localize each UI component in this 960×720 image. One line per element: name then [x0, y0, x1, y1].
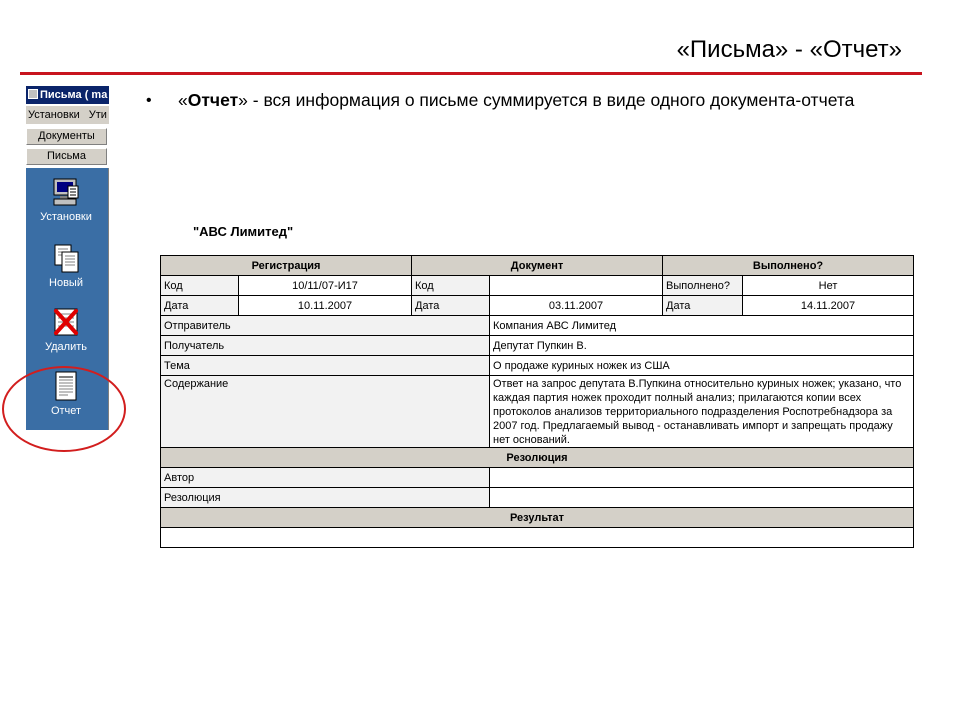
- doc-date-value: 03.11.2007: [490, 296, 663, 316]
- slide-title: «Письма» - «Отчет»: [676, 36, 902, 63]
- tool-delete-label: Удалить: [45, 341, 87, 353]
- reg-code-value: 10/11/07-И17: [239, 276, 412, 296]
- app-window-title: Письма ( ma: [40, 89, 108, 101]
- content-label: Содержание: [161, 376, 490, 448]
- table-row: [161, 528, 914, 548]
- table-row: [161, 256, 914, 276]
- tool-delete[interactable]: [26, 306, 106, 353]
- tool-settings-label: Установки: [40, 211, 92, 223]
- resolution-header: Резолюция: [161, 448, 914, 468]
- table-row: [161, 316, 914, 336]
- menu-utilities[interactable]: Ути: [88, 109, 107, 121]
- done-date-value: 14.11.2007: [743, 296, 914, 316]
- letters-button[interactable]: Письма: [26, 148, 107, 165]
- section-registration-header: Регистрация: [161, 256, 412, 276]
- tool-settings[interactable]: [26, 176, 106, 223]
- subject-label: Тема: [161, 356, 490, 376]
- tool-new-label: Новый: [49, 277, 83, 289]
- new-document-icon: [50, 242, 82, 274]
- settings-computer-icon: [50, 176, 82, 208]
- bullet-text: [178, 89, 858, 112]
- bullet-prefix: «: [178, 90, 188, 110]
- recipient-value: Депутат Пупкин В.: [490, 336, 914, 356]
- sender-value: Компания АВС Лимитед: [490, 316, 914, 336]
- table-row: [161, 468, 914, 488]
- tool-report-label: Отчет: [50, 405, 82, 417]
- table-row: [161, 356, 914, 376]
- reg-date-label: Дата: [161, 296, 239, 316]
- app-menubar: [26, 106, 109, 124]
- report-highlight-circle: [2, 366, 126, 452]
- report-company-name: "АВС Лимитед": [193, 224, 294, 239]
- sender-label: Отправитель: [161, 316, 490, 336]
- doc-code-value: [490, 276, 663, 296]
- content-value: Ответ на запрос депутата В.Пупкина относительно куриных ножек; указано, что каждая партия ножек проходит полный анализ; прилагаются копии всех протоколов анализов территориального подразделения Роспотребнадзора за 2007 год. Предлагаемый вывод - останавливать импорт и запрещать продажу нет оснований.: [490, 376, 914, 448]
- tool-new[interactable]: [26, 242, 106, 289]
- table-row: [161, 336, 914, 356]
- section-completed-header: Выполнено?: [663, 256, 914, 276]
- reg-date-value: 10.11.2007: [239, 296, 412, 316]
- resolution-value: [490, 488, 914, 508]
- resolution-label: Резолюция: [161, 488, 490, 508]
- table-row: [161, 508, 914, 528]
- done-value: Нет: [743, 276, 914, 296]
- done-label: Выполнено?: [663, 276, 743, 296]
- subject-value: О продаже куриных ножек из США: [490, 356, 914, 376]
- doc-code-label: Код: [412, 276, 490, 296]
- table-row: [161, 376, 914, 448]
- bullet-marker: •: [146, 92, 152, 109]
- bullet-suffix: » - вся информация о письме суммируется в виде одного документа-отчета: [238, 90, 855, 110]
- report-table: [160, 255, 914, 548]
- author-value: [490, 468, 914, 488]
- menu-settings[interactable]: Установки: [28, 109, 80, 121]
- table-row: [161, 488, 914, 508]
- documents-button[interactable]: Документы: [26, 128, 107, 145]
- delete-icon: [50, 306, 82, 338]
- result-value: [161, 528, 914, 548]
- author-label: Автор: [161, 468, 490, 488]
- bullet-bold: Отчет: [187, 90, 239, 110]
- result-header: Результат: [161, 508, 914, 528]
- section-document-header: Документ: [412, 256, 663, 276]
- done-date-label: Дата: [663, 296, 743, 316]
- app-titlebar: [26, 86, 109, 104]
- window-icon: [28, 89, 38, 99]
- table-row: [161, 448, 914, 468]
- table-row: [161, 296, 914, 316]
- doc-date-label: Дата: [412, 296, 490, 316]
- reg-code-label: Код: [161, 276, 239, 296]
- title-divider: [20, 72, 922, 75]
- recipient-label: Получатель: [161, 336, 490, 356]
- table-row: [161, 276, 914, 296]
